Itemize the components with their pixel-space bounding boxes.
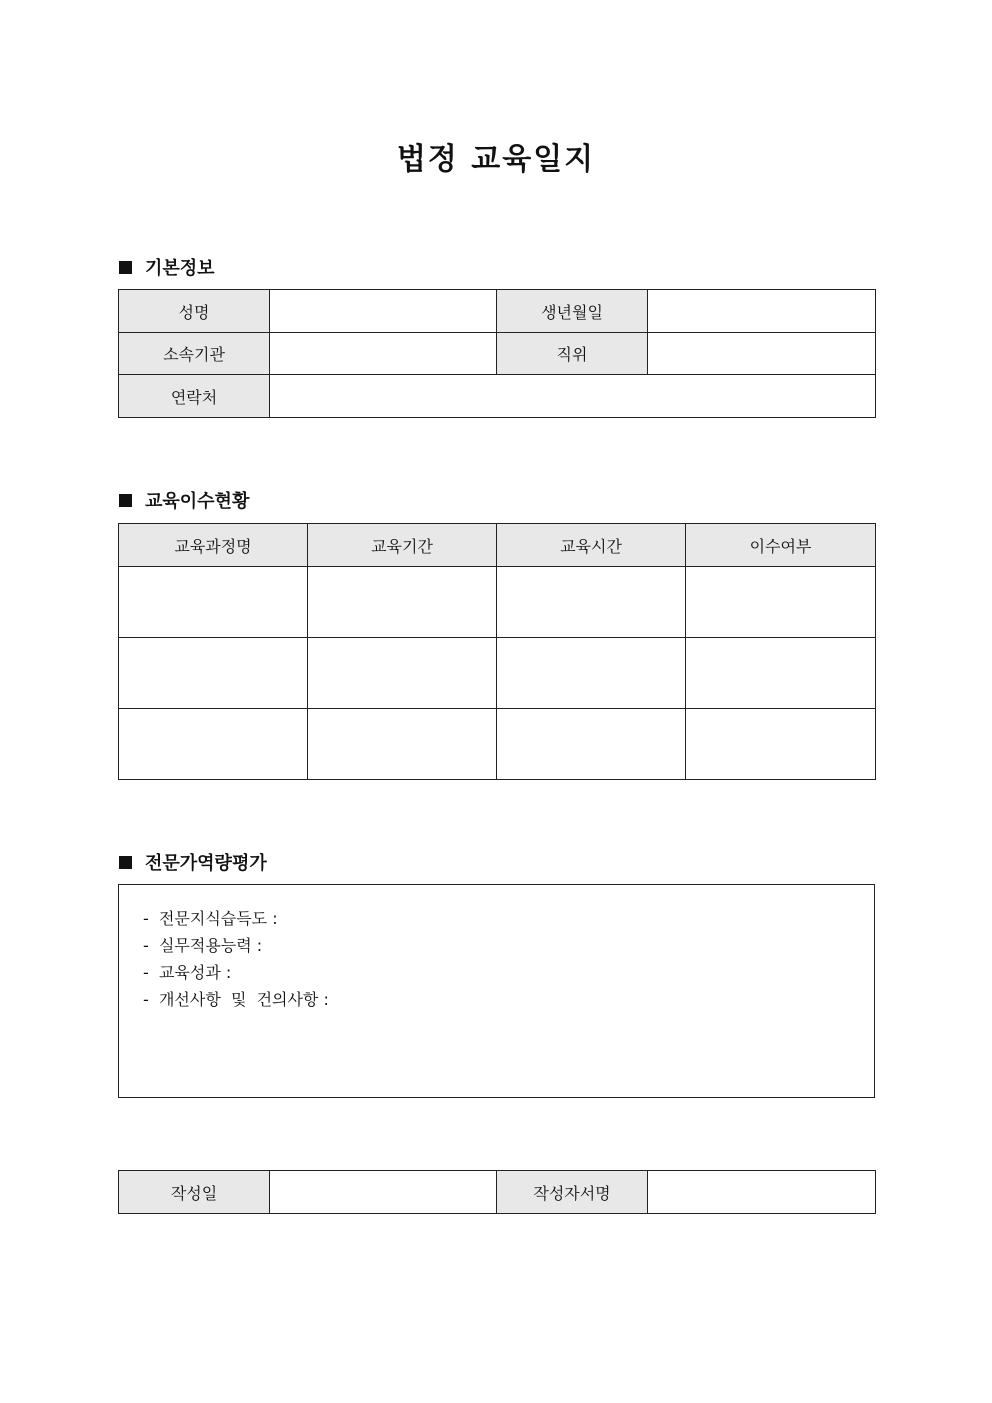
- square-bullet-icon: [119, 261, 132, 274]
- page-title: 법정 교육일지: [396, 142, 596, 177]
- table-header-row: [119, 524, 876, 567]
- date-field[interactable]: [270, 1171, 497, 1214]
- completion-cell[interactable]: [686, 638, 876, 709]
- column-header-completion: 이수여부: [686, 524, 876, 567]
- table-row: [119, 1171, 876, 1214]
- evaluation-heading-text: 전문가역량평가: [145, 853, 267, 874]
- basic-info-heading-text: 기본정보: [145, 258, 215, 279]
- basic-info-heading: [119, 254, 215, 280]
- contact-label: 연락처: [119, 375, 270, 418]
- square-bullet-icon: [119, 494, 132, 507]
- training-heading-text: 교육이수현황: [145, 491, 250, 512]
- signature-field[interactable]: [648, 1171, 876, 1214]
- column-header-hours: 교육시간: [497, 524, 686, 567]
- evaluation-heading: [119, 849, 267, 875]
- table-row: [119, 375, 876, 418]
- birth-date-label: 생년월일: [497, 290, 648, 333]
- course-cell[interactable]: [119, 567, 308, 638]
- completion-cell[interactable]: [686, 567, 876, 638]
- hours-cell[interactable]: [497, 709, 686, 780]
- course-cell[interactable]: [119, 638, 308, 709]
- basic-info-table: [118, 289, 876, 418]
- table-row: [119, 333, 876, 375]
- evaluation-box[interactable]: [118, 884, 875, 1098]
- table-row: [119, 709, 876, 780]
- name-field[interactable]: [270, 290, 497, 333]
- practical-ability-item: - 실무적용능력 :: [143, 936, 263, 955]
- table-row: [119, 290, 876, 333]
- evaluation-list: [119, 885, 874, 1013]
- training-heading: [119, 487, 249, 513]
- column-header-period: 교육기간: [308, 524, 497, 567]
- knowledge-item: - 전문지식습득도 :: [143, 909, 278, 928]
- period-cell[interactable]: [308, 709, 497, 780]
- organization-label: 소속기관: [119, 333, 270, 375]
- position-label: 직위: [497, 333, 648, 375]
- completion-cell[interactable]: [686, 709, 876, 780]
- birth-date-field[interactable]: [648, 290, 876, 333]
- hours-cell[interactable]: [497, 638, 686, 709]
- suggestions-item: - 개선사항 및 건의사항 :: [143, 990, 329, 1009]
- period-cell[interactable]: [308, 567, 497, 638]
- training-table: [118, 523, 876, 780]
- signature-table: [118, 1170, 876, 1214]
- name-label: 성명: [119, 290, 270, 333]
- column-header-course: 교육과정명: [119, 524, 308, 567]
- training-outcome-item: - 교육성과 :: [143, 963, 232, 982]
- position-field[interactable]: [648, 333, 876, 375]
- table-row: [119, 567, 876, 638]
- period-cell[interactable]: [308, 638, 497, 709]
- table-row: [119, 638, 876, 709]
- course-cell[interactable]: [119, 709, 308, 780]
- contact-field[interactable]: [270, 375, 876, 418]
- square-bullet-icon: [119, 856, 132, 869]
- signature-label: 작성자서명: [497, 1171, 648, 1214]
- organization-field[interactable]: [270, 333, 497, 375]
- date-label: 작성일: [119, 1171, 270, 1214]
- hours-cell[interactable]: [497, 567, 686, 638]
